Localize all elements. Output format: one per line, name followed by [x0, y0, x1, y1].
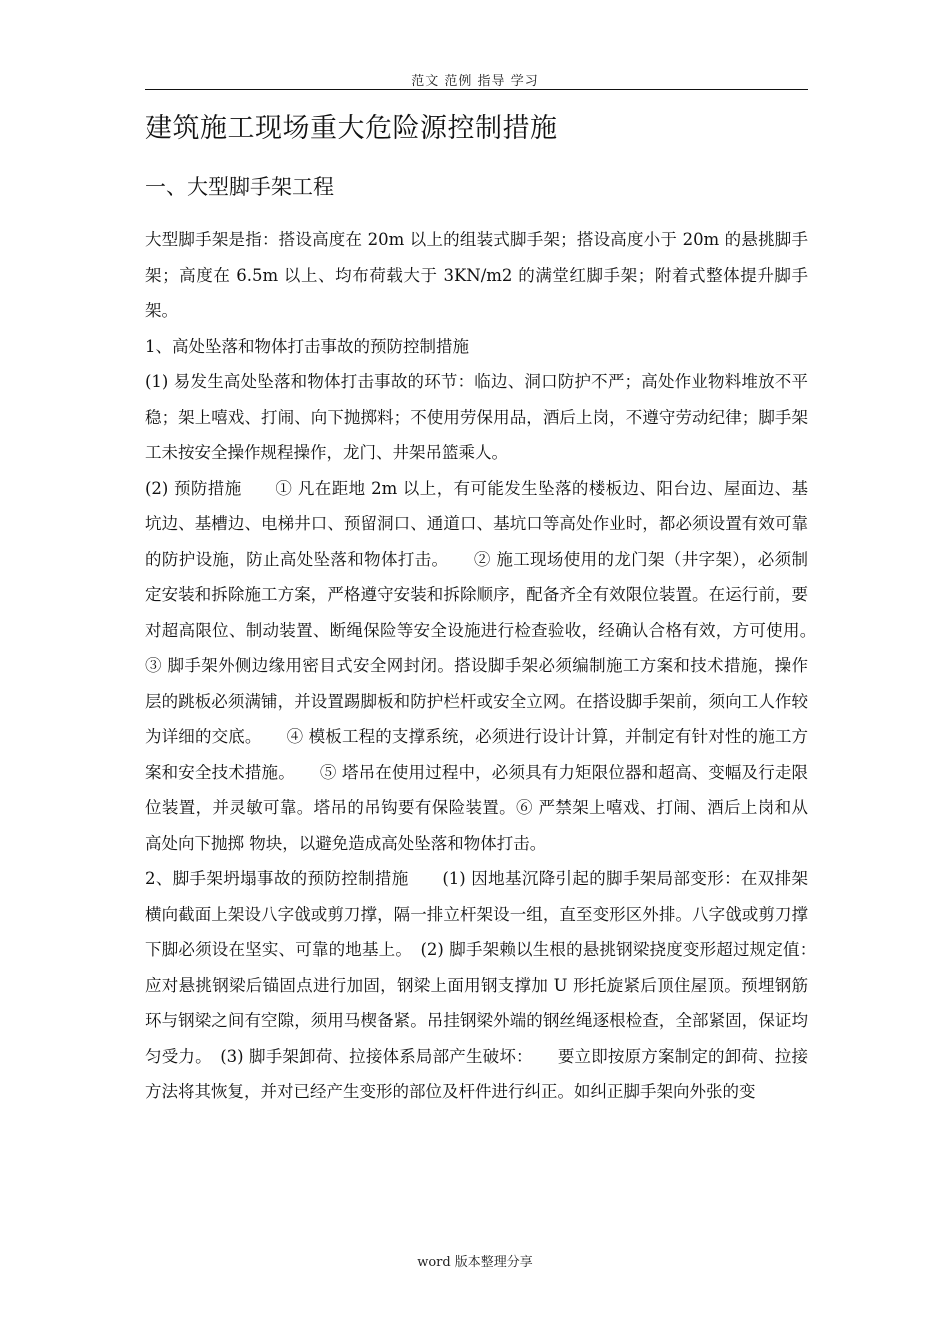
paragraph-risk-points: (1) 易发生高处坠落和物体打击事故的环节：临边、洞口防护不严；高处作业物料堆放不平稳；架上嘻戏、打闹、向下抛掷料；不使用劳保用品，酒后上岗，不遵守劳动纪律；脚手架工未按安全操作规程操作，龙门、井架吊篮乘人。	[145, 372, 808, 462]
page-footer: word 版本整理分享	[417, 1255, 533, 1270]
paragraph-definition: 大型脚手架是指：搭设高度在 20m 以上的组装式脚手架；搭设高度小于 20m 的悬挑脚手架；高度在 6.5m 以上、均布荷载大于 3KN/m2 的满堂红脚手架；附着式整体提升脚手架。	[145, 230, 808, 320]
paragraph-collapse-prevention: 2、脚手架坍塌事故的预防控制措施 (1) 因地基沉降引起的脚手架局部变形：在双排架横向截面上架设八字戗或剪刀撑，隔一排立杆架设一组，直至变形区外排。八字戗或剪刀撑下脚必须设在坚实、可靠的地基上。 (2) 脚手架赖以生根的悬挑钢梁挠度变形超过规定值： 应对悬挑钢梁后锚固点进行加固，钢梁上面用钢支撑加 U 形托旋紧后顶住屋顶。预埋钢筋环与钢梁之间有空隙，须用马楔备紧。吊挂钢梁外端的钢丝绳逐根检查，全部紧固，保证均匀受力。 (3) 脚手架卸荷、拉接体系局部产生破坏： 要立即按原方案制定的卸荷、拉接方法将其恢复，并对已经产生变形的部位及杆件进行纠正。如纠正脚手架向外张的变	[145, 869, 841, 1101]
subheading-fall-prevention: 1、高处坠落和物体打击事故的预防控制措施	[145, 336, 469, 356]
paragraph-prevention-measures: (2) 预防措施 ① 凡在距地 2m 以上，有可能发生坠落的楼板边、阳台边、屋面边、基坑边、基槽边、电梯井口、预留洞口、通道口、基坑口等高处作业时，都必须设置有效可靠的防护设施，防止高处坠落和物体打击。 ② 施工现场使用的龙门架（井字架），必须制定安装和拆除施工方案，严格遵守安装和拆除顺序，配备齐全有效限位装置。在运行前，要对超高限位、制动装置、断绳保险等安全设施进行检查验收，经确认合格有效，方可使用。 ③ 脚手架外侧边缘用密目式安全网封闭。搭设脚手架必须编制施工方案和技术措施，操作层的跳板必须满铺，并设置踢脚板和防护栏杆或安全立网。在搭设脚手架前，须向工人作较为详细的交底。 ④ 模板工程的支撑系统，必须进行设计计算，并制定有针对性的施工方案和安全技术措施。 ⑤ 塔吊在使用过程中，必须具有力矩限位器和超高、变幅及行走限位装置，并灵敏可靠。塔吊的吊钩要有保险装置。⑥ 严禁架上嘻戏、打闹、酒后上岗和从高处向下抛掷 物块，以避免造成高处坠落和物体打击。	[145, 478, 841, 853]
page-header: 范文 范例 指导 学习	[411, 74, 539, 89]
section-heading: 一、大型脚手架工程	[145, 175, 334, 199]
document-body	[145, 106, 841, 1110]
document-title: 建筑施工现场重大危险源控制措施	[145, 113, 558, 144]
header-divider	[145, 89, 808, 90]
